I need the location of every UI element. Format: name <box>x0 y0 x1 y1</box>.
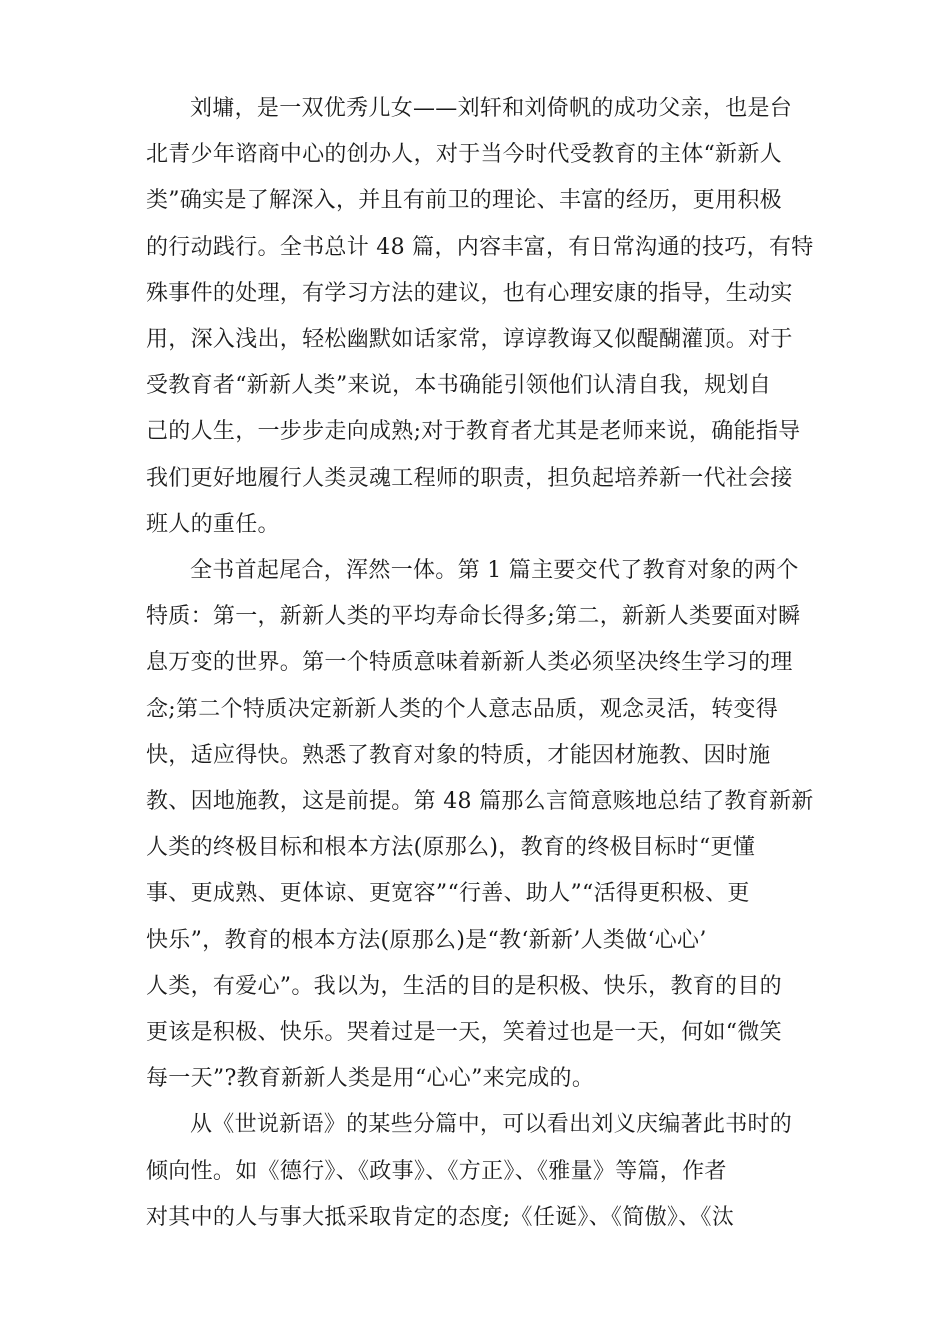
text-line: 特质：第一，新新人类的平均寿命长得多;第二，新新人类要面对瞬 <box>146 604 801 630</box>
text-line: 念;第二个特质决定新新人类的个人意志品质，观念灵活，转变得 <box>146 696 779 722</box>
text-line: 类”确实是了解深入，并且有前卫的理论、丰富的经历，更用积极 <box>146 188 782 214</box>
text-line: 快乐”，教育的根本方法(原那么)是“教‘新新’人类做‘心心’ <box>146 927 707 953</box>
text-line: 更该是积极、快乐。哭着过是一天，笑着过也是一天，何如“微笑 <box>146 1020 782 1046</box>
text-line: 对其中的人与事大抵采取肯定的态度;《任诞》、《简傲》、《汰 <box>146 1204 735 1230</box>
text-line: 班人的重任。 <box>146 511 280 537</box>
text-line: 刘墉，是一双优秀儿女——刘轩和刘倚帆的成功父亲，也是台 <box>190 96 793 121</box>
text-line: 人类，有爱心”。我以为，生活的目的是积极、快乐，教育的目的 <box>146 973 782 999</box>
text-line: 息万变的世界。第一个特质意味着新新人类必须坚决终生学习的理 <box>146 650 793 676</box>
text-line: 北青少年谘商中心的创办人，对于当今时代受教育的主体“新新人 <box>146 142 782 168</box>
document-body <box>146 86 814 1241</box>
text-line: 全书首起尾合，浑然一体。第 1 篇主要交代了教育对象的两个 <box>190 558 799 584</box>
text-line: 倾向性。如《德行》、《政事》、《方正》、《雅量》等篇，作者 <box>146 1158 727 1184</box>
text-line: 快，适应得快。熟悉了教育对象的特质，才能因材施教、因时施 <box>146 742 771 768</box>
text-line: 教、因地施教，这是前提。第 48 篇那么言简意赅地总结了教育新新 <box>146 789 814 815</box>
text-line: 殊事件的处理，有学习方法的建议，也有心理安康的指导，生动实 <box>146 280 793 306</box>
paragraph-3 <box>146 1102 806 1241</box>
text-line: 事、更成熟、更体谅、更宽容”“行善、助人”“活得更积极、更 <box>146 881 750 907</box>
text-line: 己的人生，一步步走向成熟;对于教育者尤其是老师来说，确能指导 <box>146 419 801 445</box>
paragraph-2 <box>146 548 814 1102</box>
text-line: 每一天”?教育新新人类是用“心心”来完成的。 <box>146 1066 595 1092</box>
paragraph-1 <box>146 86 814 548</box>
text-line: 用，深入浅出，轻松幽默如话家常，谆谆教诲又似醍醐灌顶。对于 <box>146 327 793 353</box>
text-line: 受教育者“新新人类”来说，本书确能引领他们认清自我，规划自 <box>146 373 772 399</box>
text-line: 人类的终极目标和根本方法(原那么)，教育的终极目标时“更懂 <box>146 835 756 861</box>
text-line: 从《世说新语》的某些分篇中，可以看出刘义庆编著此书时的 <box>190 1112 793 1138</box>
text-line: 我们更好地履行人类灵魂工程师的职责，担负起培养新一代社会接 <box>146 465 793 491</box>
text-line: 的行动践行。全书总计 48 篇，内容丰富，有日常沟通的技巧，有特 <box>146 234 814 260</box>
